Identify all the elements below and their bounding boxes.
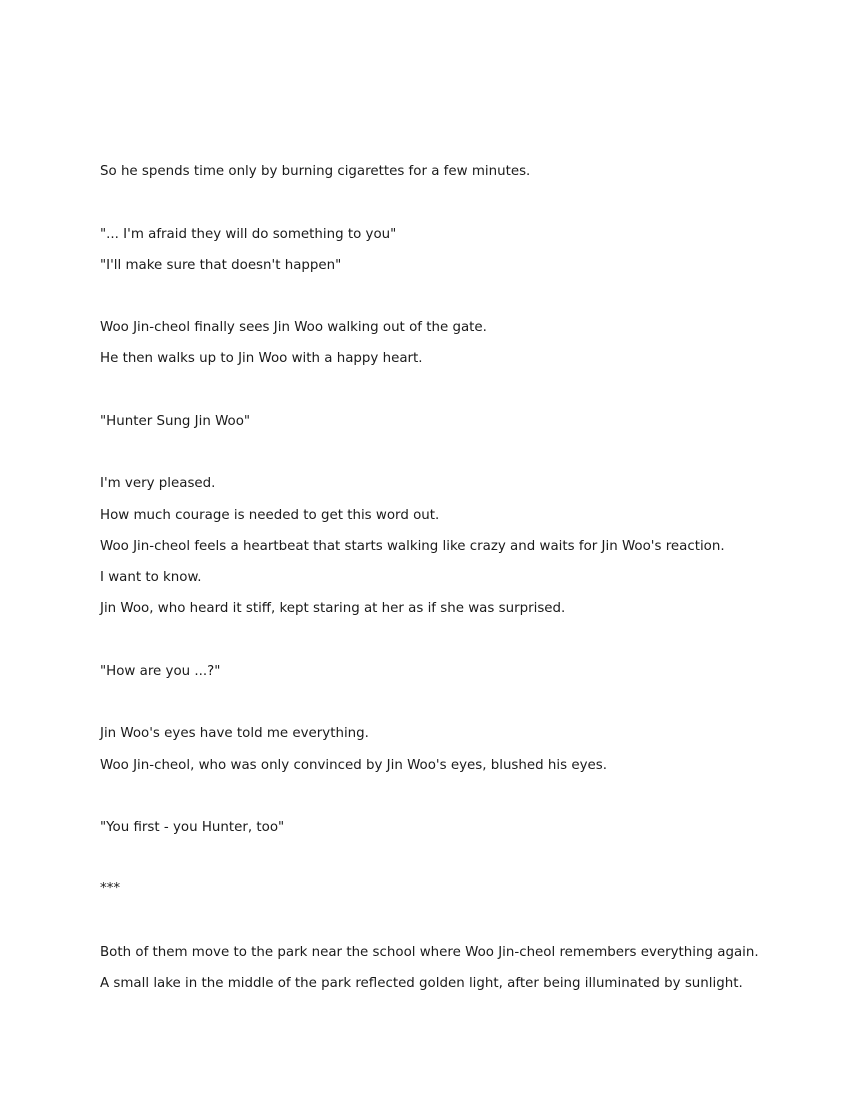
paragraph-line: He then walks up to Jin Woo with a happy heart. xyxy=(100,351,423,366)
paragraph-line: Woo Jin-cheol feels a heartbeat that starts walking like crazy and waits for Jin Woo's reaction. xyxy=(100,539,725,554)
paragraph-line: Jin Woo's eyes have told me everything. xyxy=(100,726,369,741)
paragraph-line: Jin Woo, who heard it stiff, kept staring at her as if she was surprised. xyxy=(100,601,566,616)
paragraph-line: "How are you ...?" xyxy=(100,664,221,679)
paragraph-line: "Hunter Sung Jin Woo" xyxy=(100,414,251,429)
paragraph-line: "You first - you Hunter, too" xyxy=(100,820,285,835)
paragraph-line: "... I'm afraid they will do something to you" xyxy=(100,227,397,242)
paragraph-line: Both of them move to the park near the school where Woo Jin-cheol remembers everything again. xyxy=(100,945,759,960)
paragraph-line: Woo Jin-cheol, who was only convinced by Jin Woo's eyes, blushed his eyes. xyxy=(100,758,607,773)
paragraph-line: How much courage is needed to get this word out. xyxy=(100,508,440,523)
paragraph-line: "I'll make sure that doesn't happen" xyxy=(100,258,342,273)
paragraph-line: I'm very pleased. xyxy=(100,476,216,491)
paragraph-line: A small lake in the middle of the park reflected golden light, after being illuminated by sunlight. xyxy=(100,976,743,991)
scene-break: *** xyxy=(100,881,121,896)
paragraph-line: Woo Jin-cheol finally sees Jin Woo walking out of the gate. xyxy=(100,320,487,335)
paragraph-line: I want to know. xyxy=(100,570,202,585)
paragraph-line: So he spends time only by burning cigarettes for a few minutes. xyxy=(100,164,531,179)
